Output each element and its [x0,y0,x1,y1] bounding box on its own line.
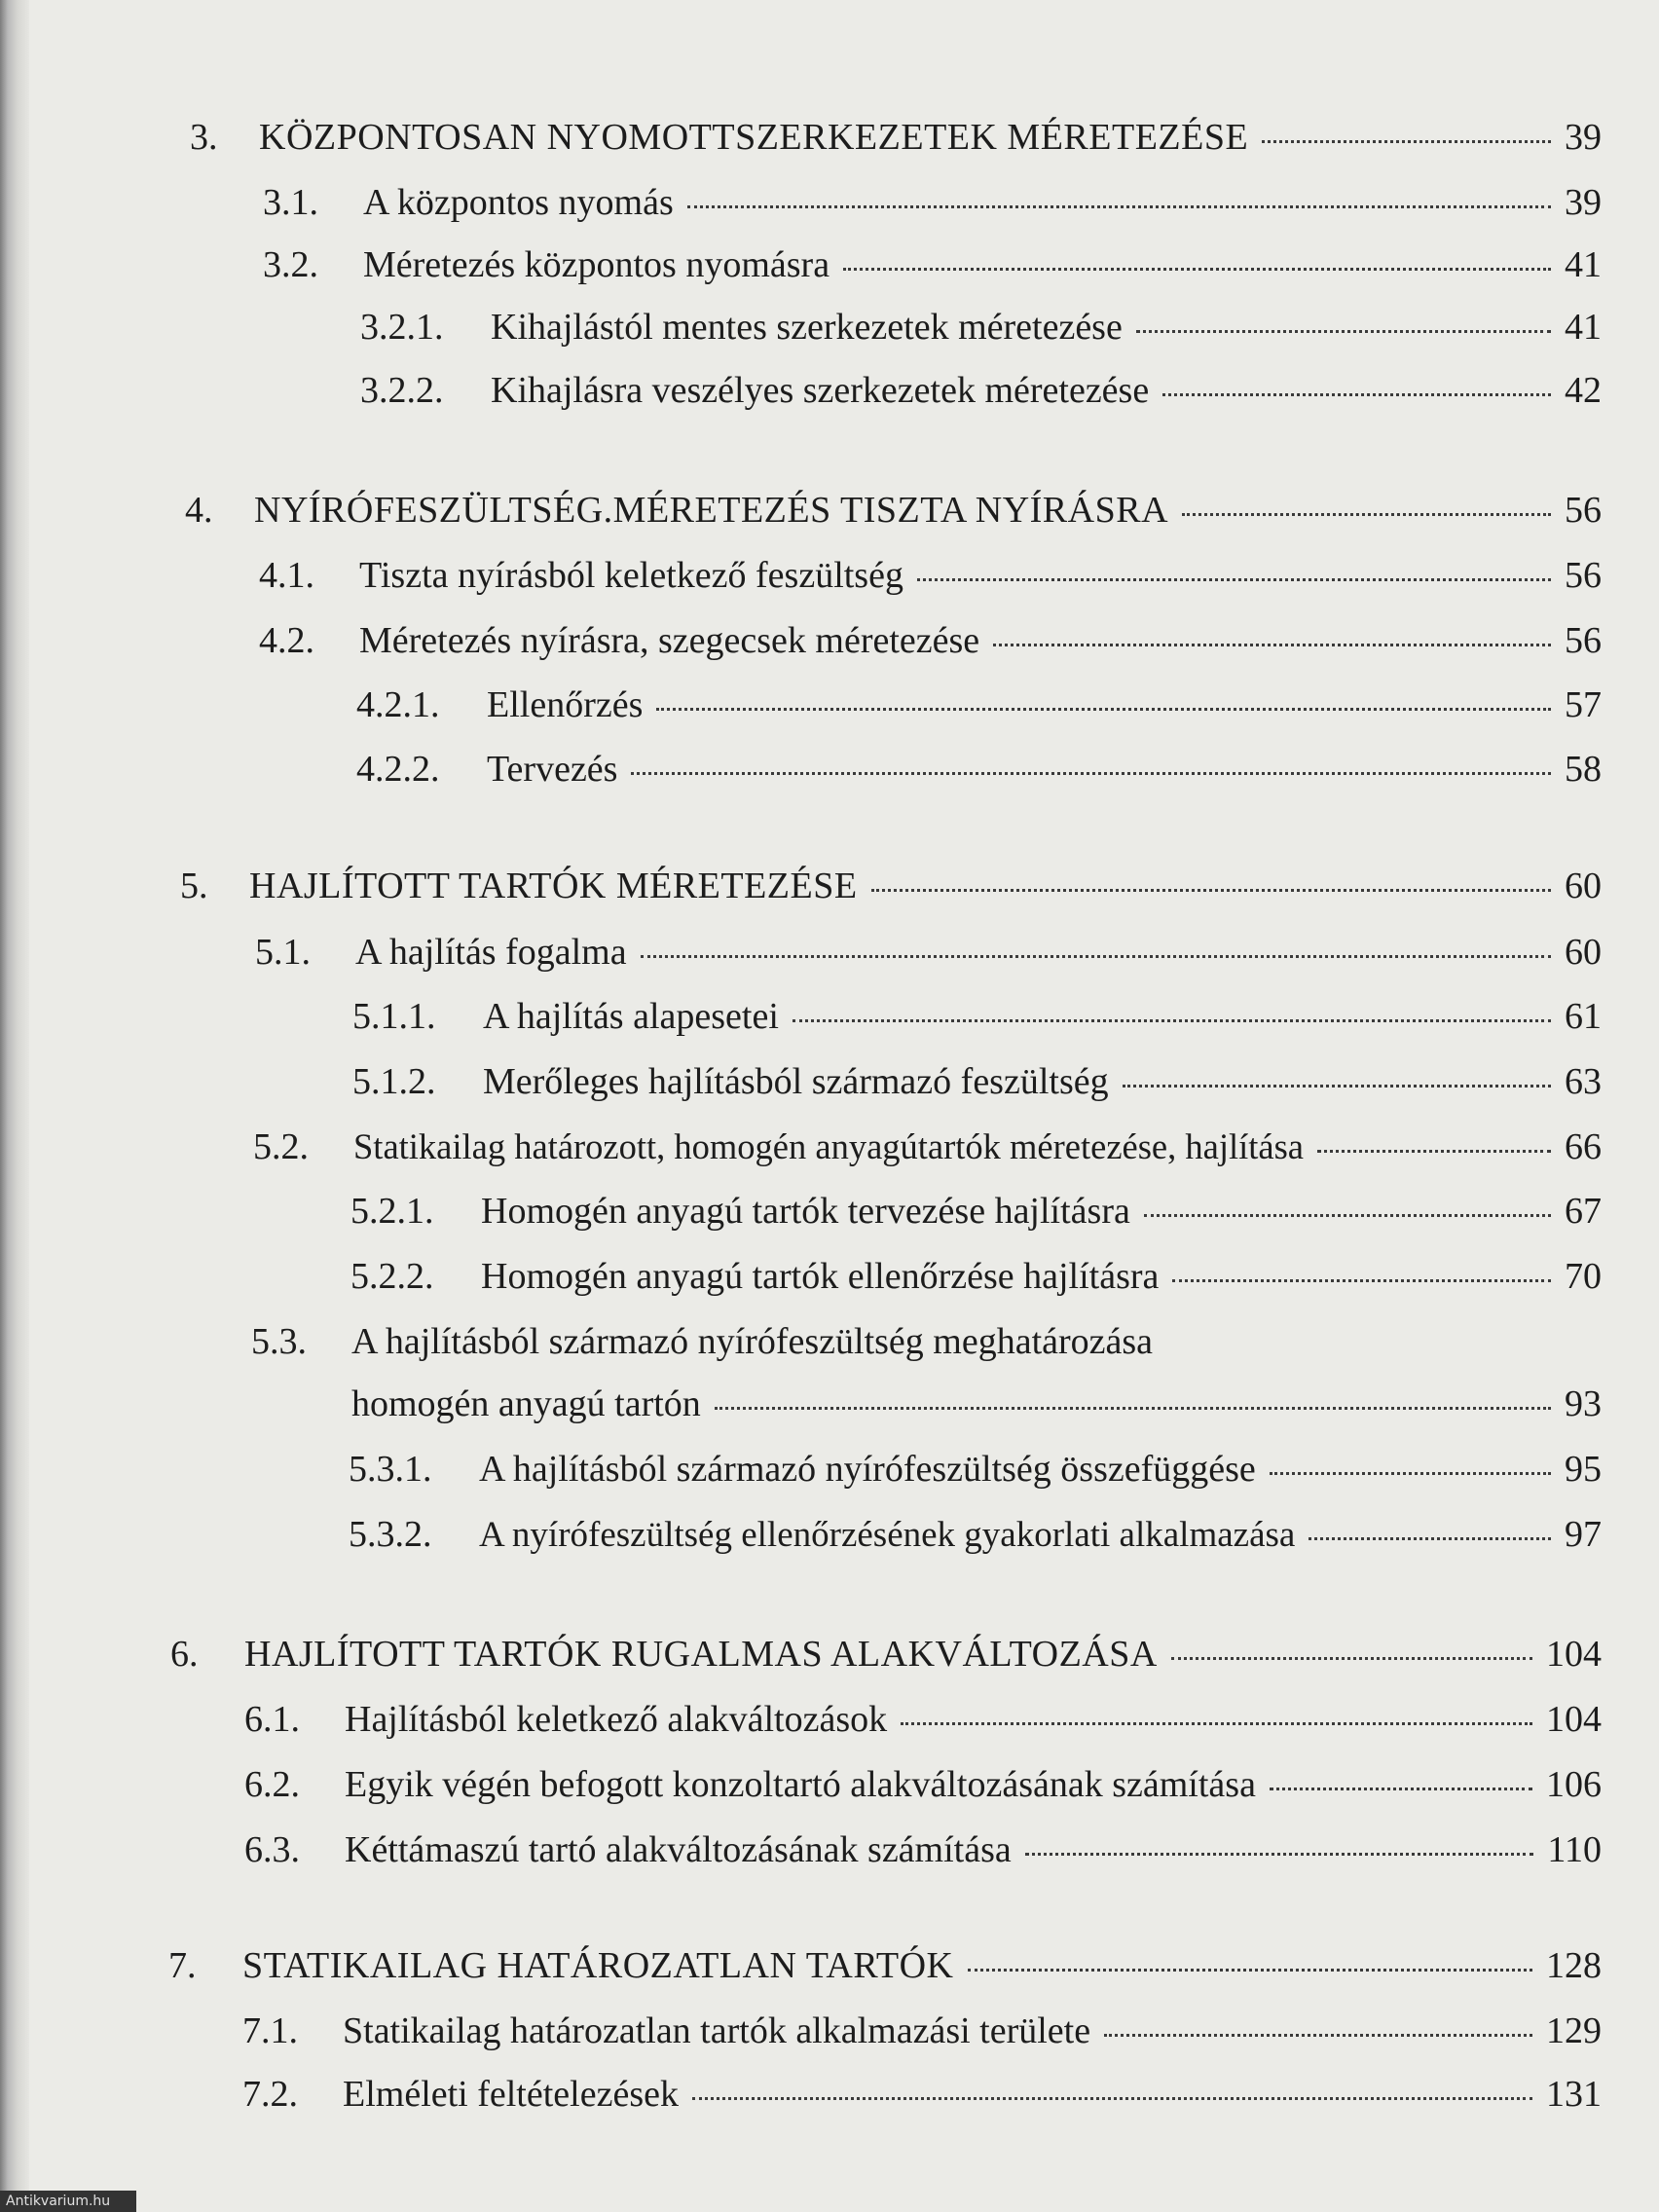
toc-number: 7.2. [242,2074,298,2115]
toc-page [29,0,1659,2212]
toc-number: 4.2.1. [356,684,440,725]
toc-page-number: 67 [1565,1191,1602,1232]
toc-entry-section [255,927,1602,977]
toc-title: Kéttámaszú tartó alakváltozásának számítása [345,1829,1012,1870]
toc-number: 5.1.1. [352,996,436,1037]
toc-number: 5.3.2. [349,1514,432,1555]
toc-page-number: 61 [1565,996,1602,1037]
toc-entry-section [242,2069,1602,2120]
toc-page-number: 56 [1565,620,1602,661]
toc-leader [1171,1657,1532,1660]
toc-number: 5.1.2. [352,1061,436,1102]
toc-title: Kihajlásra veszélyes szerkezetek méretezése [491,370,1150,411]
toc-leader [1172,1279,1551,1282]
toc-title: NYÍRÓFESZÜLTSÉG.MÉRETEZÉS TISZTA NYÍRÁSRA [254,490,1169,531]
toc-page-number: 57 [1565,684,1602,725]
toc-number: 5.3.1. [349,1449,432,1490]
toc-page-number: 56 [1565,555,1602,596]
toc-entry-subsection [352,991,1602,1042]
toc-leader [968,1969,1533,1972]
toc-leader [843,268,1551,271]
toc-title: A központos nyomás [363,182,674,223]
toc-leader [1104,2034,1532,2037]
toc-number: 5.3. [251,1321,307,1362]
toc-number: 3. [190,117,218,158]
toc-entry-subsection [349,1444,1602,1494]
toc-entry-chapter [170,1629,1602,1679]
toc-page-number: 93 [1565,1383,1602,1424]
toc-page-number: 39 [1565,117,1602,158]
toc-entry-section [263,240,1602,290]
toc-number: 6.2. [244,1764,300,1805]
toc-page-number: 95 [1565,1449,1602,1490]
toc-title: Kihajlástól mentes szerkezetek méretezése [491,307,1123,348]
toc-page-number: 106 [1546,1764,1602,1805]
toc-entry-subsection [356,744,1602,794]
toc-entry-section [259,615,1602,666]
toc-title: Homogén anyagú tartók ellenőrzése hajlításra [481,1256,1160,1297]
toc-leader [917,578,1551,581]
toc-title: Merőleges hajlításból származó feszültség [483,1061,1109,1102]
toc-number: 3.2. [263,244,318,285]
toc-page-number: 58 [1565,749,1602,790]
toc-number: 4.2. [259,620,314,661]
toc-leader [656,708,1551,711]
toc-page-number: 131 [1546,2074,1602,2115]
toc-title: Egyik végén befogott konzoltartó alakváltozásának számítása [345,1764,1256,1805]
toc-number: 5.2. [253,1126,309,1167]
toc-entry-subsection [350,1251,1602,1302]
toc-entry-section [259,550,1602,601]
toc-leader [871,889,1551,892]
toc-page-number: 104 [1546,1699,1602,1740]
toc-title: A hajlítás fogalma [355,932,627,973]
toc-number: 7. [168,1945,197,1986]
toc-leader [1270,1472,1551,1475]
toc-leader [692,2097,1532,2100]
toc-entry-section [253,1122,1602,1172]
toc-number: 5.1. [255,932,311,973]
toc-number: 5. [180,866,208,906]
toc-leader [631,772,1551,775]
toc-page-number: 104 [1546,1634,1602,1675]
toc-title: Statikailag határozott, homogén anyagútartók méretezése, hajlítása [353,1126,1305,1166]
toc-number: 5.2.1. [350,1191,434,1232]
toc-title: A hajlításból származó nyírófeszültség meghatározása [351,1321,1154,1362]
toc-leader [641,955,1551,958]
toc-entry-section [242,2006,1602,2056]
toc-page-number: 128 [1546,1945,1602,1986]
toc-page-number: 60 [1565,866,1602,906]
toc-page-number: 129 [1546,2010,1602,2051]
toc-entry-subsection [356,680,1602,730]
toc-entry-continuation [351,1379,1602,1429]
toc-leader [1317,1150,1551,1153]
toc-entry-subsection [350,1186,1602,1236]
toc-title: HAJLÍTOTT TARTÓK RUGALMAS ALAKVÁLTOZÁSA [244,1634,1158,1675]
toc-leader [1162,393,1551,396]
toc-page-number: 56 [1565,490,1602,531]
toc-number: 6.1. [244,1699,300,1740]
toc-leader [1136,330,1551,333]
toc-number: 4. [185,490,213,531]
toc-number: 4.2.2. [356,749,440,790]
toc-number: 4.1. [259,555,314,596]
toc-title: Ellenőrzés [487,684,644,725]
toc-leader [1309,1537,1551,1540]
toc-leader [1270,1788,1532,1790]
toc-entry-section [263,177,1602,228]
toc-title: homogén anyagú tartón [351,1383,701,1424]
toc-page-number: 39 [1565,182,1602,223]
toc-leader [1262,140,1551,143]
toc-leader [793,1019,1551,1022]
toc-page-number: 63 [1565,1061,1602,1102]
toc-title: Elméleti feltételezések [343,2074,679,2115]
toc-page-number: 66 [1565,1126,1602,1167]
toc-entry-subsection [349,1509,1602,1560]
toc-number: 5.2.2. [350,1256,434,1297]
toc-number: 3.2.1. [360,307,444,348]
toc-page-number: 60 [1565,932,1602,973]
toc-leader [1025,1853,1534,1856]
toc-number: 3.2.2. [360,370,444,411]
toc-page-number: 41 [1565,307,1602,348]
toc-number: 3.1. [263,182,318,223]
toc-entry-chapter [180,861,1602,911]
toc-entry-subsection [360,302,1602,352]
toc-page-number: 70 [1565,1256,1602,1297]
toc-entry-subsection [352,1056,1602,1107]
toc-number: 6. [170,1634,199,1675]
toc-leader [687,205,1551,208]
toc-page-number: 41 [1565,244,1602,285]
toc-title: KÖZPONTOSAN NYOMOTTSZERKEZETEK MÉRETEZÉSE [259,117,1249,158]
toc-entry-chapter [168,1940,1602,1991]
toc-entry-chapter [185,485,1602,535]
toc-title: A hajlítás alapesetei [483,996,779,1037]
toc-number: 7.1. [242,2010,298,2051]
toc-entry-section [251,1316,1602,1367]
toc-title: Méretezés nyírásra, szegecsek méretezése [359,620,980,661]
toc-title: Tiszta nyírásból keletkező feszültség [359,555,903,596]
toc-entry-chapter [190,112,1602,163]
toc-title: A hajlításból származó nyírófeszültség összefüggése [479,1449,1256,1490]
toc-number: 6.3. [244,1829,300,1870]
toc-entry-subsection [360,365,1602,416]
toc-leader [715,1407,1551,1410]
toc-title: HAJLÍTOTT TARTÓK MÉRETEZÉSE [249,866,858,906]
toc-leader [1144,1214,1551,1217]
book-binding-edge [0,0,29,2212]
toc-page-number: 42 [1565,370,1602,411]
toc-entry-section [244,1759,1602,1810]
toc-leader [901,1722,1532,1725]
toc-page-number: 110 [1547,1829,1602,1870]
toc-leader [1182,513,1551,516]
watermark: Antikvarium.hu [0,2191,136,2212]
toc-entry-section [244,1825,1602,1875]
toc-title: A nyírófeszültség ellenőrzésének gyakorlati alkalmazása [479,1515,1296,1555]
toc-title: Hajlításból keletkező alakváltozások [345,1699,888,1740]
toc-title: STATIKAILAG HATÁROZATLAN TARTÓK [242,1945,954,1986]
toc-leader [993,644,1551,646]
toc-title: Tervezés [487,749,618,790]
toc-entry-section [244,1694,1602,1745]
toc-title: Homogén anyagú tartók tervezése hajlításra [481,1191,1130,1232]
toc-title: Méretezés központos nyomásra [363,244,830,285]
toc-page-number: 97 [1565,1514,1602,1555]
toc-leader [1123,1085,1551,1088]
toc-title: Statikailag határozatlan tartók alkalmazási területe [343,2010,1091,2051]
